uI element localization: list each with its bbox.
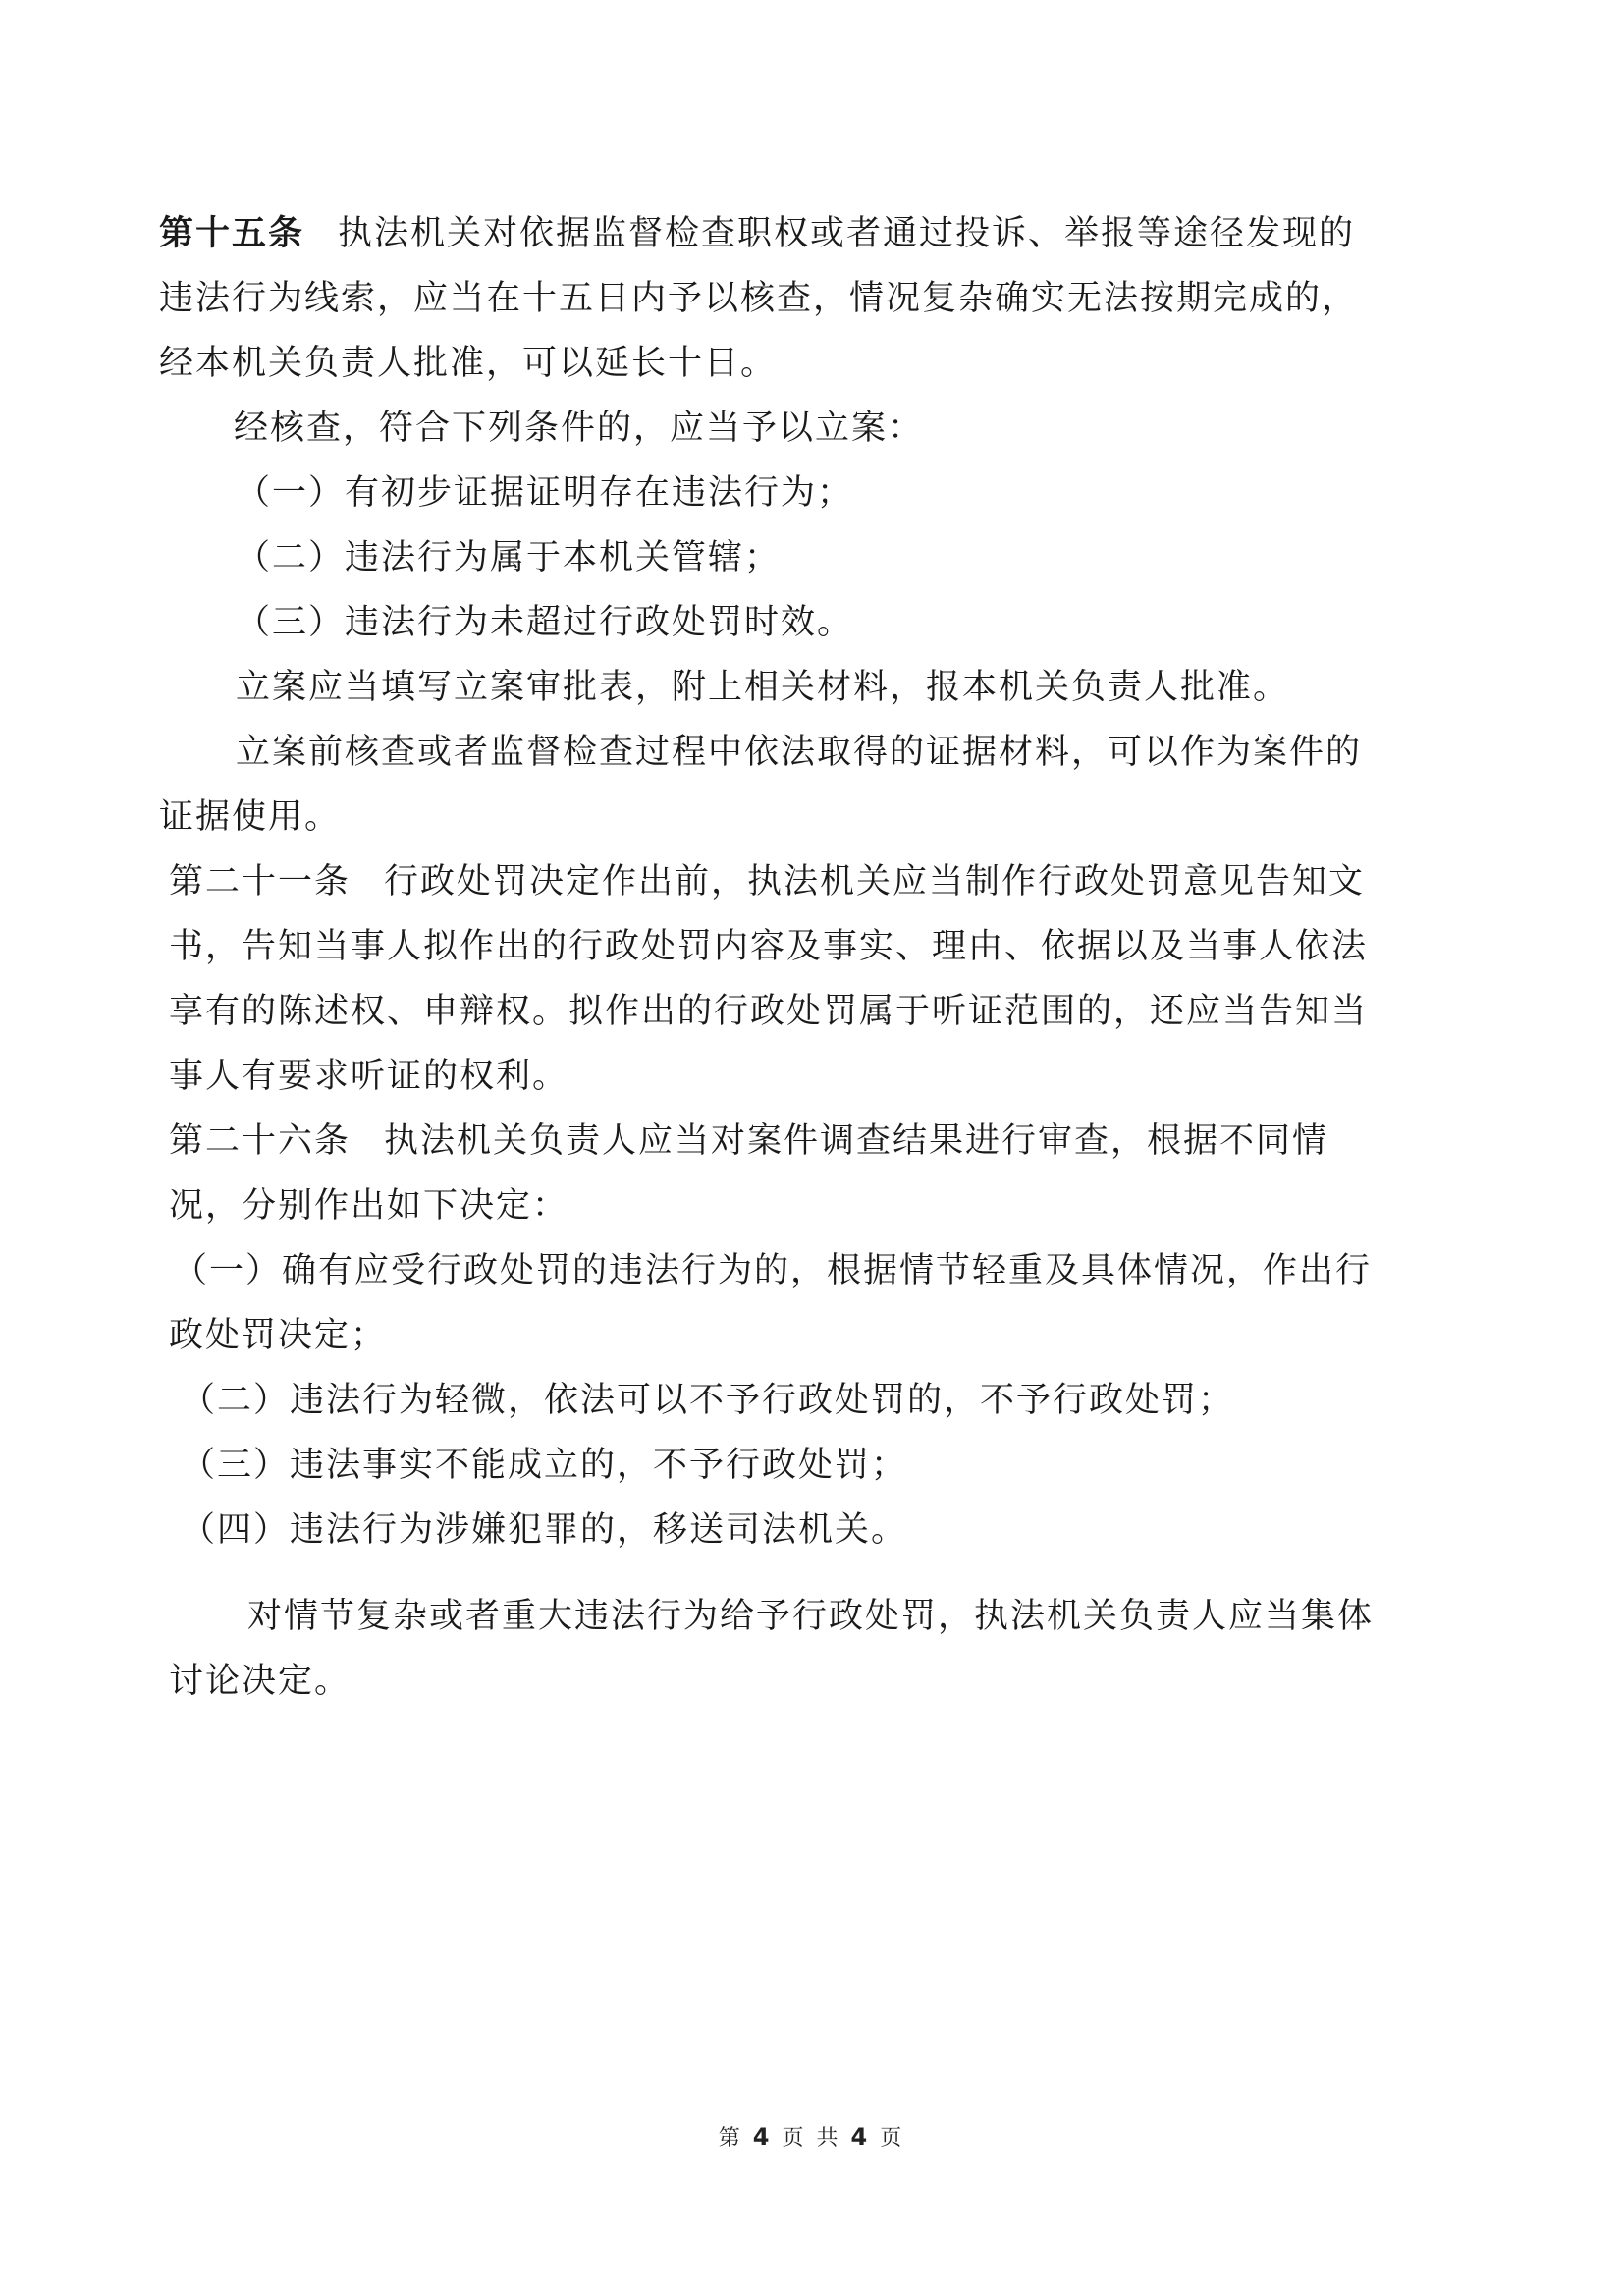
article-26-item-2: （二）违法行为轻微，依法可以不予行政处罚的，不予行政处罚； (181, 1381, 1235, 1420)
article-15-line-2: 违法行为线索，应当在十五日内予以核查，情况复杂确实无法按期完成的， (159, 279, 1359, 318)
article-26-item-1-line-2: 政处罚决定； (169, 1316, 388, 1355)
article-15-paragraph-2: 经核查，符合下列条件的，应当予以立案： (234, 409, 925, 448)
article-26-paragraph-line-2: 讨论决定。 (169, 1662, 352, 1701)
article-15-paragraph-4-line-2: 证据使用。 (159, 797, 342, 837)
article-26-heading: 第二十六条 (169, 1121, 352, 1161)
article-21-text: 行政处罚决定作出前，执法机关应当制作行政处罚意见告知文 (384, 862, 1366, 902)
article-21-line-3: 享有的陈述权、申辩权。拟作出的行政处罚属于听证范围的，还应当告知当 (169, 992, 1369, 1031)
article-15-paragraph-3: 立案应当填写立案审批表，附上相关材料，报本机关负责人批准。 (236, 668, 1290, 707)
article-15-item-1: （一）有初步证据证明存在违法行为； (236, 473, 854, 513)
article-21-line-4: 事人有要求听证的权利。 (169, 1057, 569, 1096)
article-21-first-line (169, 860, 1365, 903)
article-26-line-2: 况，分别作出如下决定： (169, 1186, 569, 1226)
article-26-text: 执法机关负责人应当对案件调查结果进行审查，根据不同情 (384, 1121, 1329, 1161)
article-21-heading: 第二十一条 (169, 862, 352, 902)
page-number-middle: 页 共 (782, 2126, 841, 2151)
page-number-current: 4 (752, 2123, 773, 2151)
article-26-paragraph-line-1: 对情节复杂或者重大违法行为给予行政处罚，执法机关负责人应当集体 (247, 1597, 1375, 1636)
article-15-text: 执法机关对依据监督检查职权或者通过投诉、举报等途径发现的 (338, 214, 1356, 253)
article-15-line-3: 经本机关负责人批准，可以延长十日。 (159, 344, 778, 383)
page-number-total: 4 (850, 2123, 871, 2151)
page-number-prefix: 第 (718, 2126, 743, 2151)
article-26-item-3: （三）违法事实不能成立的，不予行政处罚； (181, 1446, 908, 1485)
article-21-line-2: 书，告知当事人拟作出的行政处罚内容及事实、理由、依据以及当事人依法 (169, 927, 1369, 966)
page-number-suffix: 页 (880, 2126, 905, 2151)
article-26-first-line (169, 1120, 1328, 1163)
article-26-item-1-line-1: （一）确有应受行政处罚的违法行为的，根据情节轻重及具体情况，作出行 (173, 1251, 1373, 1290)
article-26-item-4: （四）违法行为涉嫌犯罪的，移送司法机关。 (181, 1510, 908, 1550)
article-15-item-3: （三）违法行为未超过行政处罚时效。 (236, 603, 854, 642)
article-15-paragraph-4-line-1: 立案前核查或者监督检查过程中依法取得的证据材料，可以作为案件的 (236, 733, 1363, 772)
article-15-first-line (159, 212, 1355, 255)
article-15-item-2: （二）违法行为属于本机关管辖； (236, 538, 782, 577)
page-number (0, 2121, 1623, 2152)
article-15-heading: 第十五条 (159, 213, 305, 253)
